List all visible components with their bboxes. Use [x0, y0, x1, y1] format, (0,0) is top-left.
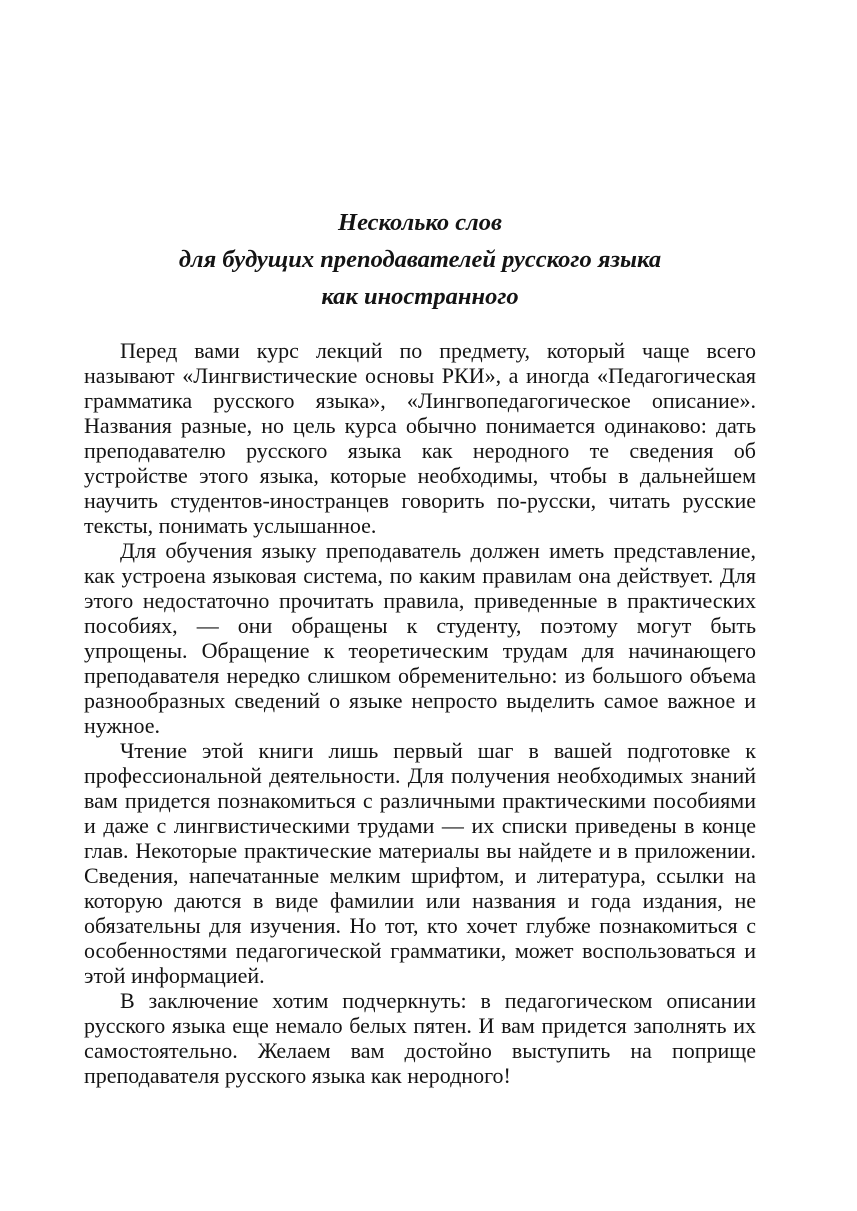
title-line-1: Несколько слов — [338, 209, 502, 236]
title-line-3: как иностранного — [321, 283, 519, 310]
paragraph-4: В заключение хотим подчеркнуть: в педагогическом описании русского языка еще немало белых пятен. И вам придется заполнять их самостоятельно. Желаем вам достойно выступить на поприще преподавателя русского языка как неродного! — [84, 988, 756, 1088]
paragraph-1: Перед вами курс лекций по предмету, который чаще всего называют «Лингвистические основы РКИ», а иногда «Педагогическая грамматика русского языка», «Лингвопедагогическое описание». Названия разные, но цель курса обычно понимается одинаково: дать преподавателю русского языка как неродного те сведения об устройстве этого языка, которые необходимы, чтобы в дальнейшем научить студентов-иностранцев говорить по-русски, читать русские тексты, понимать услышанное. — [84, 338, 756, 538]
paragraph-3: Чтение этой книги лишь первый шаг в вашей подготовке к профессиональной деятельности. Для получения необходимых знаний вам придется познакомиться с различными практическими пособиями и даже с лингвистическими трудами — их списки приведены в конце глав. Некоторые практические материалы вы найдете и в приложении. Сведения, напечатанные мелким шрифтом, и литература, ссылки на которую даются в виде фамилии или названия и года издания, не обязательны для изучения. Но тот, кто хочет глубже познакомиться с особенностями педагогической грамматики, может воспользоваться и этой информацией. — [84, 738, 756, 988]
paragraph-2: Для обучения языку преподаватель должен иметь представление, как устроена языковая система, по каким правилам она действует. Для этого недостаточно прочитать правила, приведенные в практических пособиях, — они обращены к студенту, поэтому могут быть упрощены. Обращение к теоретическим трудам для начинающего преподавателя нередко слишком обременительно: из большого объема разнообразных сведений о языке непросто выделить самое важное и нужное. — [84, 538, 756, 738]
title-line-2: для будущих преподавателей русского языка — [178, 246, 662, 273]
body-text — [84, 338, 756, 1088]
page-title — [84, 204, 756, 315]
